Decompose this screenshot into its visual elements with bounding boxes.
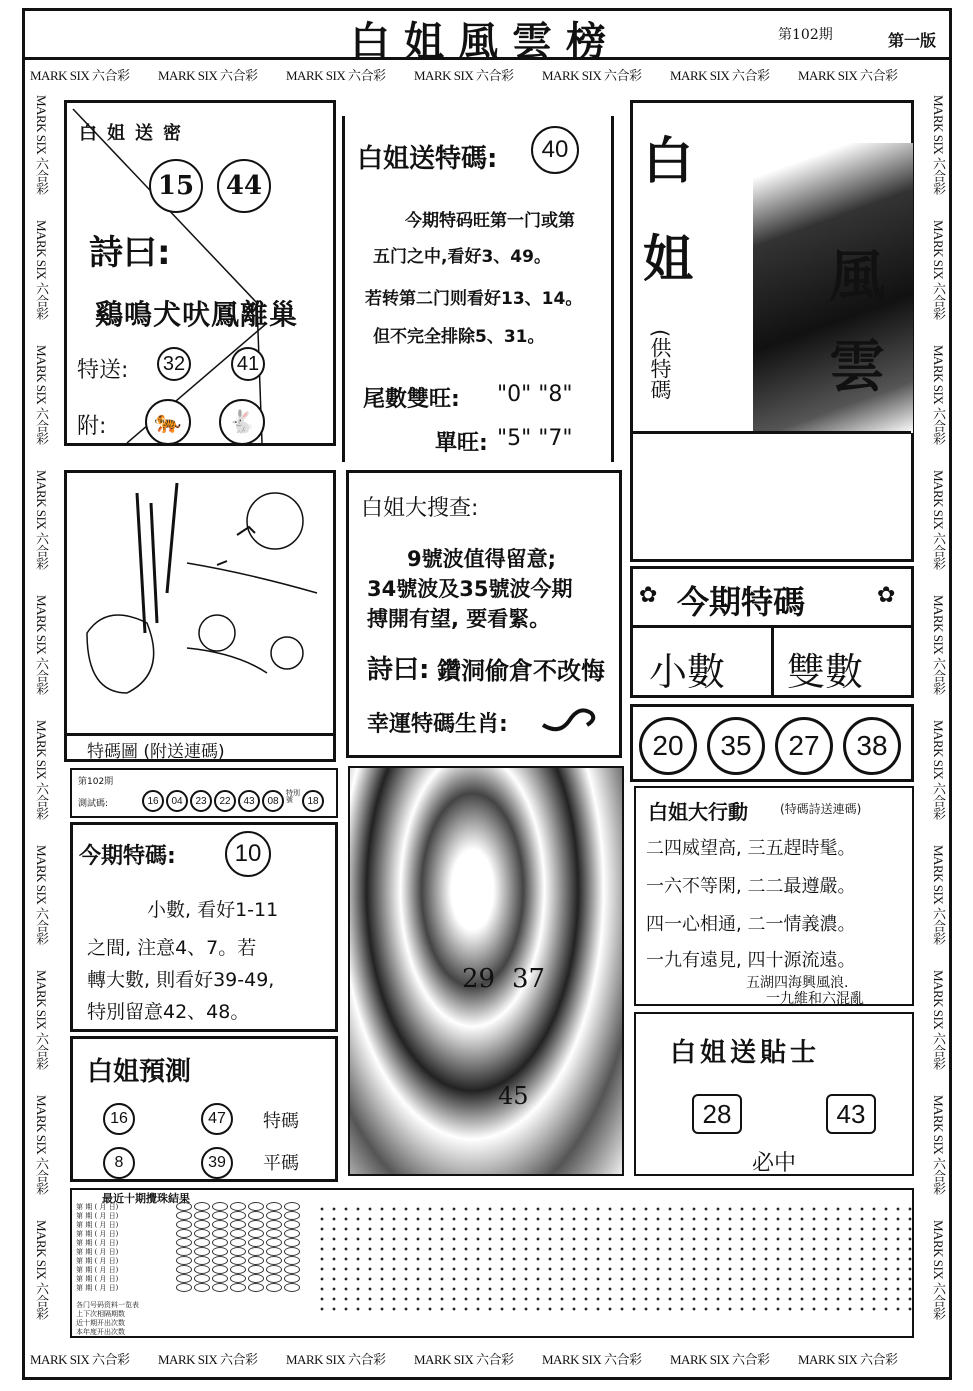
band-label: MARK SIX 六合彩 [158,1352,258,1366]
ball-slot [176,1265,192,1274]
picture-caption: 特碼圖 (附送連碼) [87,742,225,762]
band-label: MARK SIX 六合彩 [414,68,514,82]
ball-slot [248,1247,264,1256]
band-label: MARK SIX 六合彩 [542,68,642,82]
ball-slot [284,1274,300,1283]
special-heading: 今期特碼 [677,583,806,621]
cover-paren: (供特碼 [648,329,672,401]
band-label: MARK SIX 六合彩 [931,1220,946,1320]
ball-slot [176,1202,192,1211]
ball-slot [266,1220,282,1229]
ball-slot [248,1238,264,1247]
tips-box [634,1012,914,1176]
ball-slot [176,1247,192,1256]
band-label: MARK SIX 六合彩 [34,95,49,195]
band-label: MARK SIX 六合彩 [30,1352,130,1366]
results-dot-grid [316,1204,912,1314]
results-row-label: 第 期 ( 月 日) [76,1274,119,1283]
number-circle: 20 [639,717,697,775]
ball-slot [194,1283,210,1292]
test-label: 測試碼: [78,799,109,809]
box-special-send [342,116,614,462]
ball-slot [248,1256,264,1265]
special-left-heading: 今期特碼: [79,844,176,869]
ball-slot [248,1220,264,1229]
issue-number: 第102期 [778,27,833,43]
number-circle: 40 [531,126,579,174]
test-number-special: 18 [302,790,324,812]
band-label: MARK SIX 六合彩 [34,1220,49,1320]
special-left-line: 之間, 注意4、7。若 [87,937,257,959]
box-cover [630,100,914,562]
band-label: MARK SIX 六合彩 [34,595,49,695]
band-label: MARK SIX 六合彩 [931,845,946,945]
predict-label: 平碼 [263,1153,299,1174]
photo-number: 45 [498,1082,529,1110]
search-poem: 鑽洞偷倉不改悔 [437,657,605,685]
band-label: MARK SIX 六合彩 [414,1352,514,1366]
band-label: MARK SIX 六合彩 [34,345,49,445]
band-label: MARK SIX 六合彩 [670,1352,770,1366]
search-heading: 白姐大搜查: [361,496,479,521]
ball-slot [194,1211,210,1220]
special-left-line: 轉大數, 則看好39-49, [87,969,275,991]
ball-slot [266,1283,282,1292]
picture-caption-bar [64,736,336,762]
ball-slot [230,1211,246,1220]
search-box [346,470,622,758]
tail-single-label: 單旺: [435,431,488,456]
zodiac-label: 幸運特碼生肖: [367,712,508,737]
poem-text: 鷄鳴犬吠鳳離巢 [95,298,299,331]
ball-slot [230,1202,246,1211]
results-row [76,1283,312,1292]
ball-slot [230,1238,246,1247]
flower-icon: ✿ [639,583,658,608]
results-footer-row: 各门号码资料一览表 [76,1301,139,1309]
band-label: MARK SIX 六合彩 [931,970,946,1070]
results-row-label: 第 期 ( 月 日) [76,1211,119,1220]
ball-slot [212,1247,228,1256]
ball-slot [212,1283,228,1292]
cover-char: 雲 [829,334,885,400]
band-label: MARK SIX 六合彩 [670,68,770,82]
action-line: 一六不等閑, 二二最遵嚴。 [646,876,856,897]
results-row-label: 第 期 ( 月 日) [76,1220,119,1229]
photo-number: 29 [462,964,496,994]
band-label: MARK SIX 六合彩 [34,970,49,1070]
ball-slot [284,1256,300,1265]
results-footer-row: 上下次相隔期数 [76,1310,125,1318]
photo-number: 37 [512,964,546,994]
poem-label: 詩曰: [89,233,171,273]
ball-slot [194,1274,210,1283]
divider [771,625,774,697]
results-row-label: 第 期 ( 月 日) [76,1265,119,1274]
test-number: 04 [166,790,188,812]
band-label: MARK SIX 六合彩 [286,68,386,82]
special-left-line: 特別留意42、48。 [87,1001,250,1023]
number-circle: 44 [217,159,271,213]
ball-slot [248,1202,264,1211]
band-label: MARK SIX 六合彩 [931,220,946,320]
ball-slot [176,1220,192,1229]
tips-heading: 白姐送貼士 [670,1038,821,1068]
ball-slot [194,1220,210,1229]
band-bottom [30,1348,930,1366]
results-rows [76,1202,312,1292]
search-line: 9號波值得留意; [407,547,557,571]
band-label: MARK SIX 六合彩 [34,470,49,570]
ball-slot [266,1265,282,1274]
band-right [927,95,947,1340]
action-line: 一九有遠見, 四十源流遠。 [646,950,856,971]
ball-slot [212,1220,228,1229]
predict-box [70,1036,338,1182]
ball-slot [248,1229,264,1238]
ball-slot [266,1247,282,1256]
special-box [630,566,914,698]
ball-slot [212,1202,228,1211]
cover-char: 姐 [643,229,693,288]
number-circle: 27 [775,717,833,775]
ball-slot [248,1265,264,1274]
results-row-label: 第 期 ( 月 日) [76,1229,119,1238]
page-title: 白姐風雲榜 [350,18,620,65]
snake-icon [539,695,599,735]
number-circle: 39 [201,1147,233,1179]
band-top [30,64,930,82]
test-number: 16 [142,790,164,812]
ball-slot [284,1238,300,1247]
band-label: MARK SIX 六合彩 [931,470,946,570]
ball-slot [194,1256,210,1265]
results-row-label: 第 期 ( 月 日) [76,1202,119,1211]
ball-slot [266,1202,282,1211]
number-circle: 15 [149,159,203,213]
special-cell: 雙數 [787,650,864,694]
test-number: 43 [238,790,260,812]
send-label: 特送: [77,358,129,383]
tip-line: 若转第二门则看好13、14。 [365,289,583,309]
test-numbers-box [70,768,338,818]
results-row-label: 第 期 ( 月 日) [76,1256,119,1265]
rabbit-icon: 🐇 [219,399,265,445]
results-row-label: 第 期 ( 月 日) [76,1238,119,1247]
circle-row-box [630,704,914,782]
bamboo-scene-image [67,473,333,733]
predict-label: 特碼 [263,1111,299,1132]
band-label: MARK SIX 六合彩 [542,1352,642,1366]
ball-slot [284,1211,300,1220]
ball-slot [266,1274,282,1283]
ball-slot [230,1274,246,1283]
box-poem-heading: 白姐送密 [79,123,191,144]
ball-slot [284,1220,300,1229]
number-circle: 47 [201,1103,233,1135]
cover-char: 風 [829,244,885,310]
divider [633,431,911,434]
ball-slot [266,1211,282,1220]
ball-slot [194,1265,210,1274]
predict-heading: 白姐預測 [87,1057,192,1087]
ball-slot [212,1256,228,1265]
number-circle: 41 [231,347,265,381]
cover-char: 白 [643,131,693,190]
circle-row [639,717,901,775]
ball-slot [194,1229,210,1238]
ball-slot [194,1238,210,1247]
ball-slot [212,1274,228,1283]
ball-slot [266,1238,282,1247]
band-label: MARK SIX 六合彩 [30,68,130,82]
band-label: MARK SIX 六合彩 [931,595,946,695]
band-label: MARK SIX 六合彩 [798,1352,898,1366]
picture-box [64,470,336,736]
results-footer-row: 近十期开出次数 [76,1319,125,1327]
ball-slot [230,1220,246,1229]
ball-slot [230,1256,246,1265]
number-circle: 16 [103,1103,135,1135]
band-label: MARK SIX 六合彩 [158,68,258,82]
number-diamond: 43 [826,1094,876,1134]
tip-line: 五门之中,看好3、49。 [373,247,551,267]
band-label: MARK SIX 六合彩 [34,720,49,820]
box-poem [64,100,336,446]
test-number: 08 [262,790,284,812]
action-box [634,786,914,1006]
ball-slot [176,1283,192,1292]
ball-slot [194,1247,210,1256]
ball-slot [212,1265,228,1274]
tip-line: 但不完全排除5、31。 [373,327,545,347]
action-heading: 白姐大行動 [648,800,748,824]
band-label: MARK SIX 六合彩 [34,845,49,945]
band-label: MARK SIX 六合彩 [931,1095,946,1195]
ball-slot [230,1283,246,1292]
ball-slot [284,1265,300,1274]
search-poem-label: 詩曰: [367,655,430,685]
special-left-line: 小數, 看好1-11 [147,899,279,921]
tip-line: 今期特码旺第一门或第 [405,211,575,231]
action-tail: 五湖四海興風浪. [746,975,849,991]
tail-double-label: 尾數雙旺: [363,387,460,412]
ball-slot [176,1211,192,1220]
results-footer-row: 本年度开出次数 [76,1328,125,1336]
ball-slot [176,1238,192,1247]
results-table [70,1188,914,1338]
ball-slot [194,1202,210,1211]
band-left [30,95,50,1340]
ball-slot [248,1283,264,1292]
ball-slot [230,1265,246,1274]
ball-slot [212,1238,228,1247]
search-line: 34號波及35號波今期 [367,577,573,601]
results-row-label: 第 期 ( 月 日) [76,1283,119,1292]
action-line: 二四威望高, 三五趕時髦。 [646,838,856,859]
test-issue: 第102期 [78,777,114,787]
band-label: MARK SIX 六合彩 [931,95,946,195]
ball-slot [248,1274,264,1283]
attach-label: 附: [77,414,107,439]
special-send-heading: 白姐送特碼: [357,144,498,174]
special-left-box [70,822,338,1032]
band-label: MARK SIX 六合彩 [34,220,49,320]
action-line: 四一心相通, 二一情義濃。 [646,914,856,935]
band-label: MARK SIX 六合彩 [931,720,946,820]
action-sub: (特碼詩送連碼) [780,802,862,816]
edition-label: 第一版 [888,31,937,50]
number-circle: 32 [157,347,191,381]
special-cell: 小數 [649,650,726,694]
band-label: MARK SIX 六合彩 [34,1095,49,1195]
action-tail: 一九維和六混亂 [766,991,864,1007]
flower-icon: ✿ [877,583,896,608]
ball-slot [284,1247,300,1256]
test-number: 23 [190,790,212,812]
ball-slot [212,1211,228,1220]
number-circle: 8 [103,1147,135,1179]
ball-slot [284,1202,300,1211]
results-row-label: 第 期 ( 月 日) [76,1247,119,1256]
special-label: 特別號 [286,789,300,804]
ball-slot [176,1256,192,1265]
ball-slot [230,1229,246,1238]
ball-slot [284,1283,300,1292]
test-number-row [142,790,324,812]
results-footer [76,1300,312,1336]
ball-slot [266,1229,282,1238]
band-label: MARK SIX 六合彩 [798,68,898,82]
photo-box [348,766,624,1176]
search-line: 搏開有望, 要看緊。 [367,607,551,631]
tips-footer: 必中 [752,1151,797,1176]
number-circle: 35 [707,717,765,775]
results-heading: 最近十期攪珠結果 [102,1192,190,1205]
ball-slot [176,1229,192,1238]
ball-slot [284,1229,300,1238]
ball-slot [212,1229,228,1238]
ball-slot [230,1247,246,1256]
ball-slot [248,1211,264,1220]
number-diamond: 28 [692,1094,742,1134]
ball-slot [176,1274,192,1283]
tail-single-value: "5" "7" [497,426,573,451]
ball-slot [266,1256,282,1265]
number-circle: 38 [843,717,901,775]
band-label: MARK SIX 六合彩 [286,1352,386,1366]
band-label: MARK SIX 六合彩 [931,345,946,445]
tiger-icon: 🐅 [145,399,191,445]
tail-double-value: "0" "8" [497,382,573,407]
test-number: 22 [214,790,236,812]
number-circle: 10 [225,831,271,877]
